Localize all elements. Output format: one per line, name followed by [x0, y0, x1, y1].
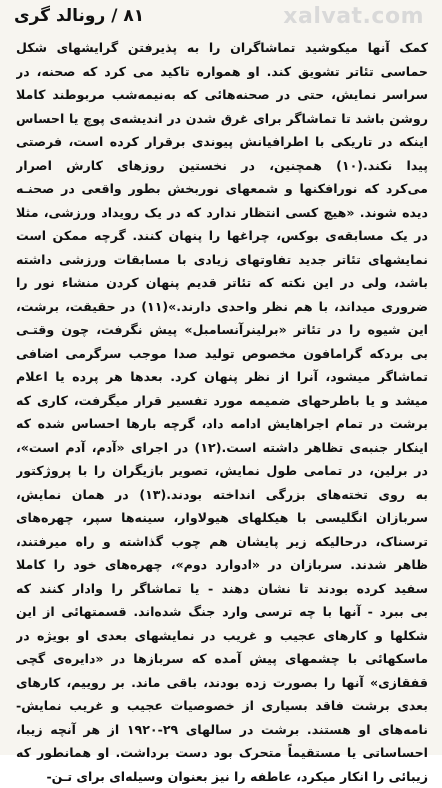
text-line: نامه‌های او هستند. برشت در سالهای ۲۹-۱۹۲۰ از هر آنچه زیبا، [16, 718, 428, 742]
text-line: شکلها و کارهای عجیب و غریب در نمایشهای بعدی او بویژه در [16, 624, 428, 648]
text-line: این شیوه را در تئاتر «برلینرآنسامبل» پیش نگرفت، چون وقتـی [16, 318, 428, 342]
text-line: باشد، ولی در این نکته که تئاتر قدیم پنهان کردن منشاء نور را [16, 271, 428, 295]
text-line: زیبائی را انکار میکرد، عاطفه را نیز بعنوان وسیله‌ای برای تـن- [16, 765, 428, 788]
text-line: میشد و یا باطرحهای ضمیمه مورد تفسیر قرار میگرفت، کاری که [16, 389, 428, 413]
text-line: برشت در تمام اجراهایش ادامه داد، گرچه بارها احساس شده که [16, 412, 428, 436]
page-header [0, 0, 442, 34]
text-line: حماسی تئاتر تشویق کند. او همواره تاکید می کرد که صحنه، در [16, 60, 428, 84]
text-line: پیدا نکند.(۱۰) همچنین، در نخستین روزهای کارش اصرار [16, 154, 428, 178]
text-line: اینکه در تاریکی با اطرافیانش پیوندی برقرار کرده است، فرصتی [16, 130, 428, 154]
text-line: ظاهر شدند. سربازان در «ادوارد دوم»، چهره‌های خود را کاملا [16, 553, 428, 577]
text-line: تماشاگر میشود، آنرا از نظر پنهان کرد. بعدها هر پرده یا اعلام [16, 365, 428, 389]
text-line: ضروری میداند، با هم نظر واحدی دارند.»(۱۱) در حقیقت، برشت، [16, 295, 428, 319]
text-line: دیده شوند. «هیچ کسی انتظار ندارد که در یک رویداد ورزشی، مثلا [16, 201, 428, 225]
text-line: می‌کرد که نورافکنها و شمعهای نوربخش بطور واقعی در صحنـه [16, 177, 428, 201]
text-line: ترسناک، درحالیکه زیر پایشان هم چوب گذاشته و راه میرفتند، [16, 530, 428, 554]
text-line: بعدی برشت فاقد بسیاری از خصوصیات عجیب و غریب نمایش- [16, 694, 428, 718]
text-line: به روی تخته‌های بزرگی انداخته بودند.(۱۳) در همان نمایش، [16, 483, 428, 507]
text-line: بی بردکه گرامافون مخصوص تولید صدا موجب سرگرمی اضافی [16, 342, 428, 366]
text-line: نمایشهای تئاتر جدید تفاوتهای زیادی با مسابقات ورزشی داشته [16, 248, 428, 272]
text-line: کمک آنها میکوشید تماشاگران را به پذیرفتن گرایشهای شکل [16, 36, 428, 60]
running-head: ۸۱ / رونالد گری [14, 6, 144, 26]
text-line: قفقازی» آنها را بصورت زده بودند، باقی ماند. بر روییم، کارهای [16, 671, 428, 695]
text-line: سفید کرده بودند تا نشان دهند - یا تماشاگر را وادار کنند که [16, 577, 428, 601]
text-line: در برلین، در تمامی طول نمایش، تصویر بازیگران را با پروژکتور [16, 459, 428, 483]
text-line: احساساتی یا مستقیماً متحرک بود دست برداشت. او همانطور که [16, 741, 428, 765]
text-line: سربازان انگلیسی با هیکلهای هیولاوار، سینه‌ها سپر، چهره‌های [16, 506, 428, 530]
text-line: در یک مسابقه‌ی بوکس، چراغها را پنهان کنند. گرچه ممکن است [16, 224, 428, 248]
text-line: بی ببرد - آنها با چه ترسی وارد جنگ شده‌اند. قسمتهائی از این [16, 600, 428, 624]
watermark: xalvat.com [283, 4, 424, 29]
text-line: روشن باشد تا تماشاگر برای غرق شدن در اندیشه‌ی پوچ یا احساس [16, 107, 428, 131]
body-text [16, 36, 428, 788]
text-line: سراسر نمایش، حتی در صحنه‌هائی که به‌نیمه‌شب مربوطند کاملا [16, 83, 428, 107]
text-line: اینکار جنبه‌ی تظاهر داشته است.(۱۲) در اجرای «آدم، آدم است»، [16, 436, 428, 460]
text-line: ماسکهائی با چشمهای پیش آمده که سربازها در «دایره‌ی گچی [16, 647, 428, 671]
